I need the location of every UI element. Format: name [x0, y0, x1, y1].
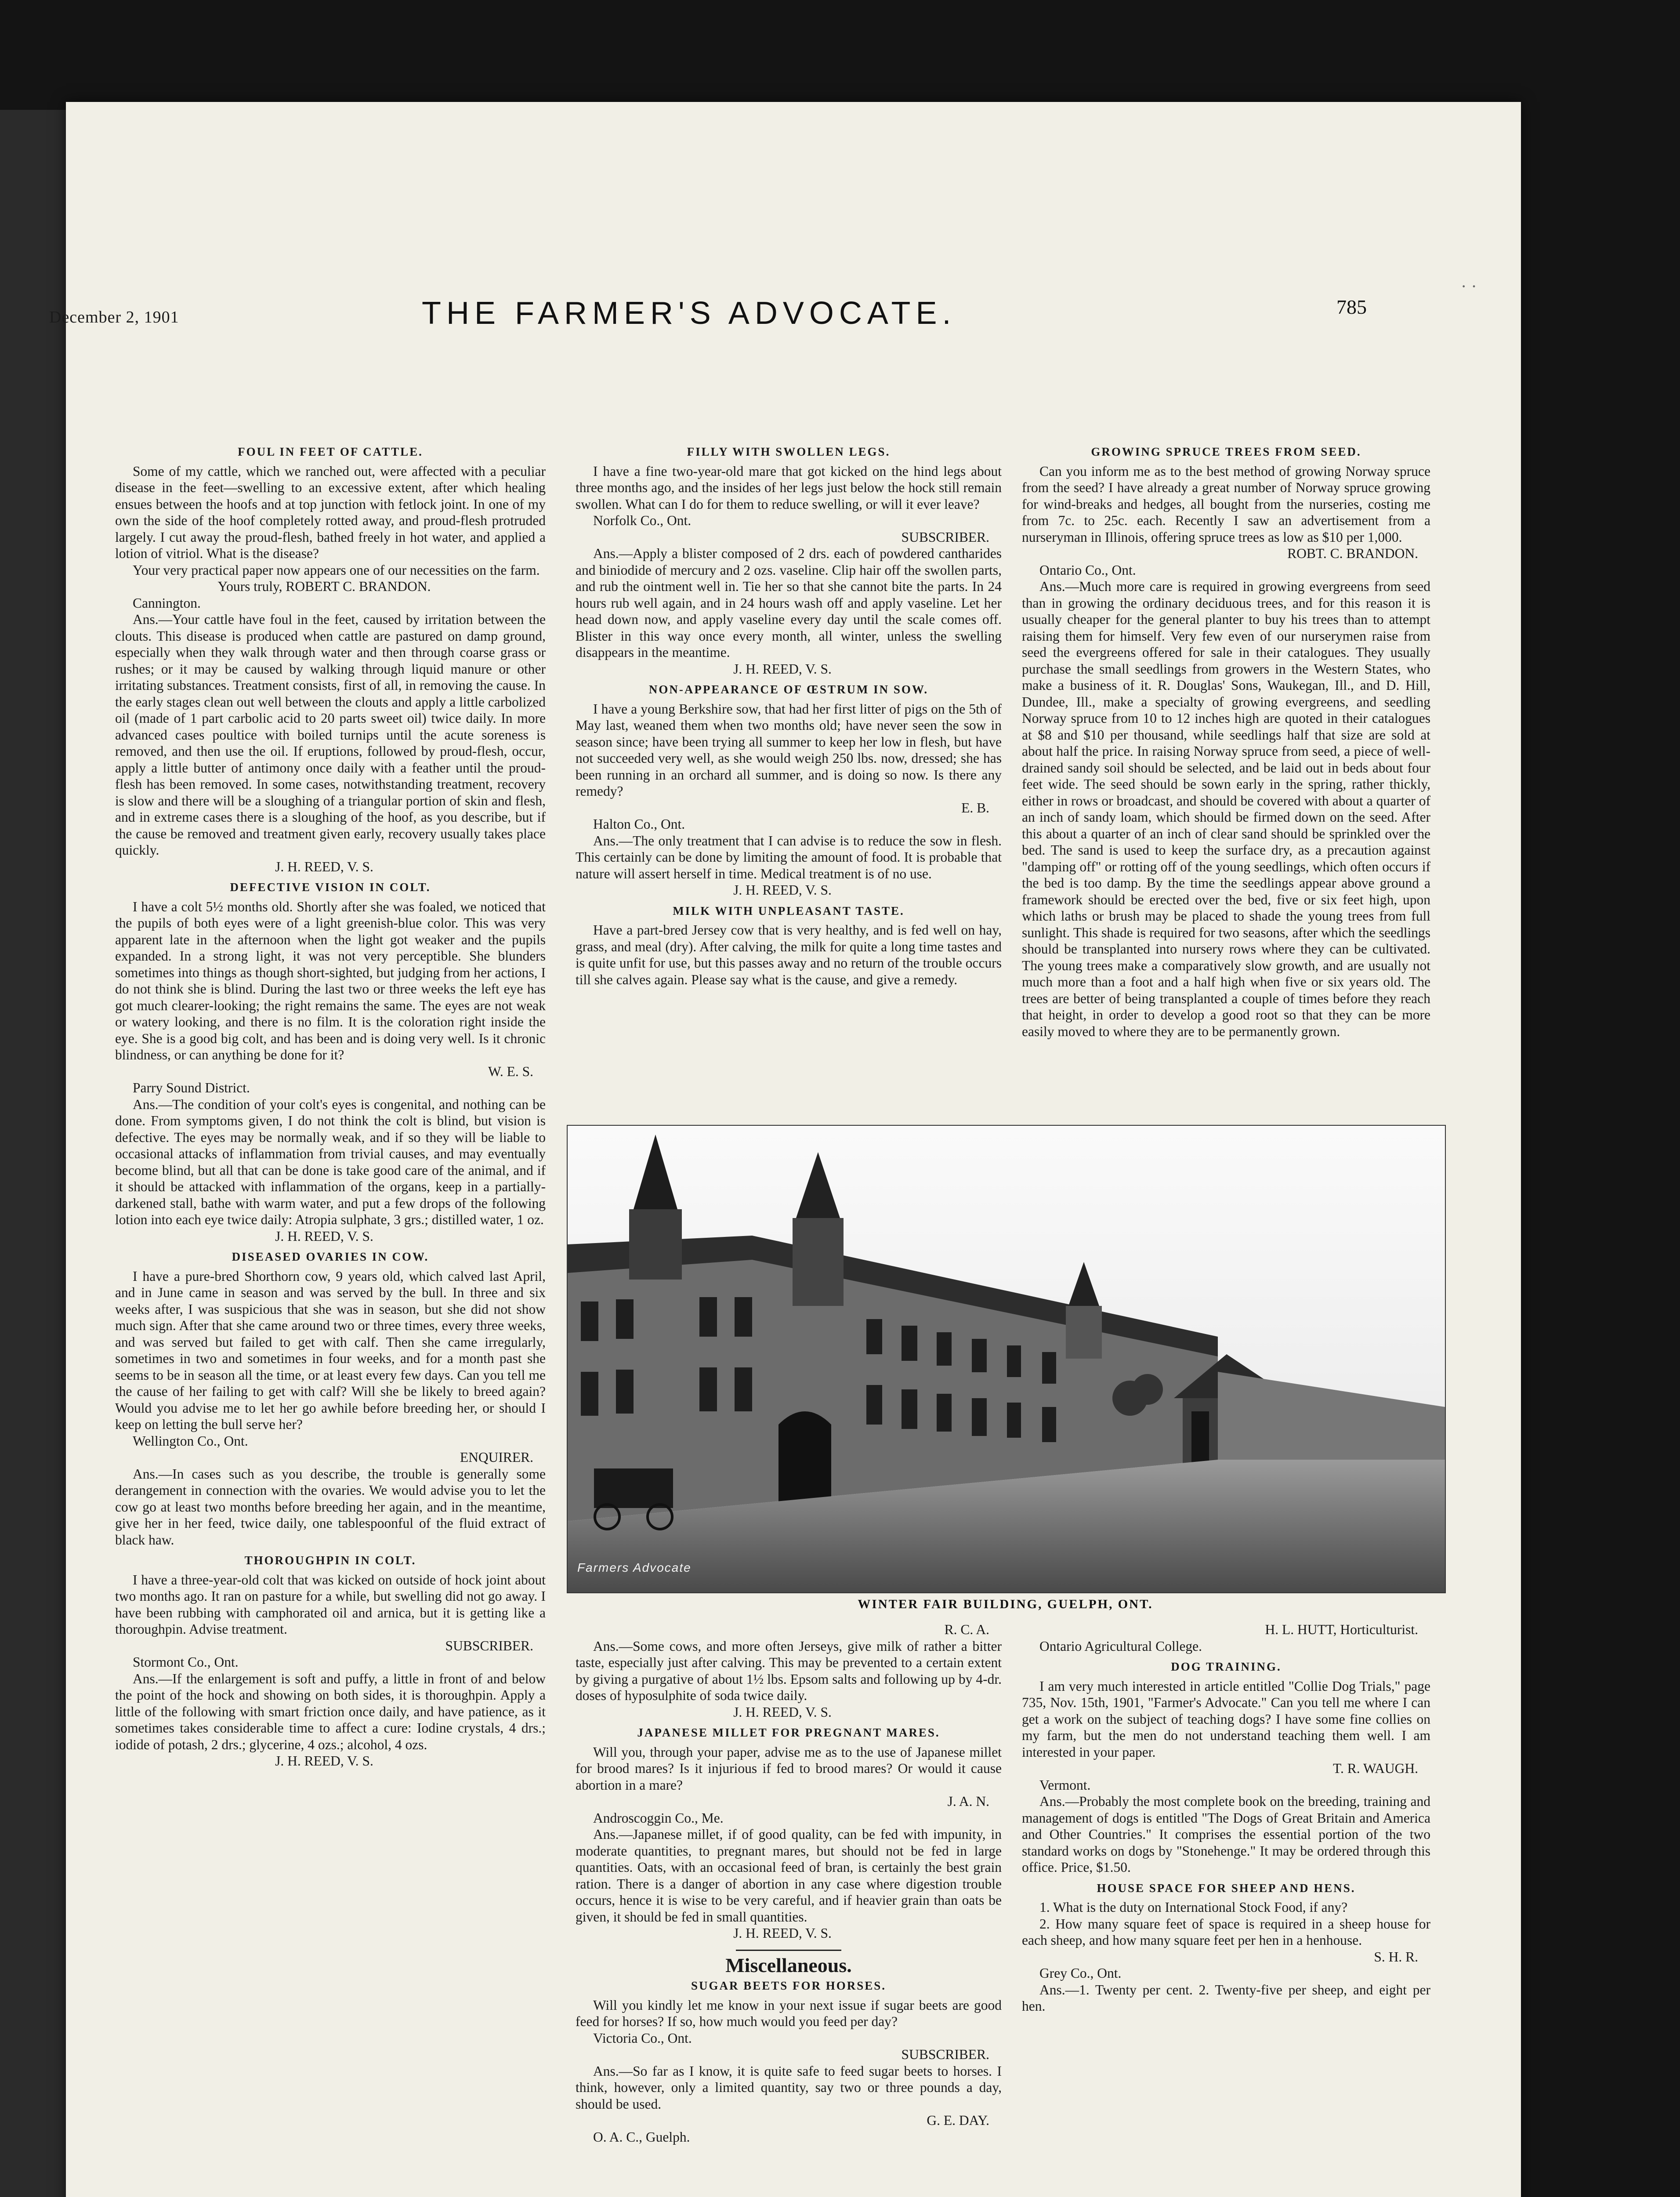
heading-foul-in-feet: FOUL IN FEET OF CATTLE.	[238, 445, 423, 458]
paragraph: I am very much interested in article entitled "Collie Dog Trials," page 735, Nov. 15th, 1901, "Farmer's Advocate." Can you tell me where I can get a work on the subject of teaching dogs? I have some fine collies on my farm, but the men do not understand teaching them well. I am interested in your paper.	[1022, 1678, 1430, 1760]
paragraph: Ans.—Much more care is required in growing evergreens from seed than in growing the ordinary deciduous trees, and for this reason it is usually cheaper for the general planter to buy his trees than to attempt raising them for himself. Very few even of our nurserymen raise from seed the evergreens offered for sale in their catalogues. They usually purchase the small seedlings from growers in the Western States, who make a business of it. R. Douglas' Sons, Waukegan, Ill., and D. Hill, Dundee, Ill., make a specialty of growing evergreens, and seedling Norway spruce from 10 to 12 inches high are quoted in their catalogues at $8 and $10 per thousand, while seedlings half that size are sold at about half the price. In raising Norway spruce from seed, a piece of well-drained sandy soil should be selected, and be laid out in beds about four feet wide. The seed should be sown early in the spring, rather thickly, either in rows or broadcast, and should be covered with about a quarter of an inch of sandy loam, which should be firmed down on the seed. After this about a quarter of an inch of clear sand should be sprinkled over the bed. The sand is used to keep the surface dry, as a precaution against "damping off" or rotting off of the young seedlings, which often occurs if the bed is too damp. By the time the seedlings appear above ground a framework should be erected over the bed, five or six feet high, upon which laths or brush may be placed to shade the young trees from full sunlight. This shade is required for two seasons, after which the seedlings should be transplanted into nursery rows where they can be cultivated. The young trees make a comparatively slow growth, and are usually not much more than a foot and a half high when five or six years old. The trees are better of being transplanted a couple of times before they reach that height, in order to develop a good root so that they can be more easily moved to where they are to be permanently grown.	[1022, 579, 1430, 1039]
location: Androscoggin Co., Me.	[593, 1810, 724, 1826]
heading-defective-vision: DEFECTIVE VISION IN COLT.	[230, 881, 431, 894]
signature: G. E. DAY.	[927, 2113, 989, 2128]
heading-dog-training: DOG TRAINING.	[1171, 1660, 1282, 1673]
paragraph: Ans.—The condition of your colt's eyes is congenital, and nothing can be done. From symptoms given, I do not think the colt is blind, but vision is defective. The eyes may be normally weak, and if so they will be liable to occasional attacks of inflammation from trivial causes, and may eventually become blind, but all that can be done is take good care of the animal, and if it should be attacked with inflammation of the organs, keep in a partially-darkened stall, bathe with warm water, and put a few drops of the following lotion into each eye twice daily: Atropia sulphate, 3 grs.; distilled water, 1 oz.	[115, 1096, 546, 1227]
location: Parry Sound District.	[133, 1080, 250, 1095]
heading-milk-taste: MILK WITH UNPLEASANT TASTE.	[673, 904, 905, 917]
column-3-bottom	[1022, 1621, 1430, 2015]
paragraph: Ans.—In cases such as you describe, the trouble is generally some derangement in connection with the ovaries. We would advise you to let the cow go at least two months before breeding her again, and in the meantime, give her in her feed, twice daily, one tablespoonful of the fluid extract of black haw.	[115, 1466, 546, 1548]
signature: T. R. WAUGH.	[1333, 1761, 1418, 1776]
heading-sugar-beets: SUGAR BEETS FOR HORSES.	[691, 1979, 887, 1992]
column-2-bottom	[576, 1621, 1002, 2145]
photo-credit: Farmers Advocate	[577, 1561, 692, 1574]
paragraph: Ans.—So far as I know, it is quite safe to feed sugar beets to horses. I think, however, only a limited quantity, say two or three pounds a day, should be used.	[576, 2063, 1002, 2112]
location: Wellington Co., Ont.	[133, 1433, 248, 1449]
heading-house-space: HOUSE SPACE FOR SHEEP AND HENS.	[1097, 1881, 1356, 1895]
signature: S. H. R.	[1374, 1949, 1418, 1965]
paragraph: Ans.—The only treatment that I can advise is to reduce the sow in flesh. This certainly can be done by limiting the amount of food. It is probable that nature will assert herself in time. Medical treatment is of no use.	[576, 833, 1002, 881]
newspaper-title: THE FARMER'S ADVOCATE.	[422, 296, 956, 331]
paragraph: Ans.—Japanese millet, if of good quality, can be fed with impunity, in moderate quantities, to pregnant mares, but should not be fed in large quantities. Oats, with an occasional feed of bran, is certainly the best grain ration. There is a danger of abortion in any case where digestion trouble occurs, hence it is wise to be very careful, and if heavier grain than oats be given, it should be fed in small quantities.	[576, 1827, 1002, 1925]
paragraph: Ans.—Apply a blister composed of 2 drs. each of powdered cantharides and biniodide of mercury and 2 ozs. vaseline. Clip hair off the swollen parts, and rub the ointment well in. Tie her so that she cannot bite the parts. In 24 hours rub well again, and in 24 hours wash off and apply vaseline. Let her head down now, and apply vaseline every day until the scale comes off. Blister in this way once every month, all winter, unless the swelling disappears in the meantime.	[576, 546, 1002, 660]
section-divider	[736, 1950, 841, 1951]
signature: SUBSCRIBER.	[901, 2047, 989, 2062]
section-miscellaneous: Miscellaneous.	[725, 1954, 852, 1976]
signature: SUBSCRIBER.	[901, 529, 989, 545]
signature: J. H. REED, V. S.	[733, 661, 832, 677]
book-spine	[0, 110, 66, 2197]
signature: J. H. REED, V. S.	[275, 1753, 373, 1769]
photo-caption: WINTER FAIR BUILDING, GUELPH, ONT.	[858, 1597, 1153, 1611]
issue-date: December 2, 1901	[49, 308, 179, 326]
paragraph: Ans.—If the enlargement is soft and puffy, a little in front of and below the point of the hock and showing on both sides, it is thoroughpin. Apply a little of the following with smart friction once daily, and have patience, as it sometimes takes considerable time to affect a cure: Iodine crystals, 4 drs.; iodide of potash, 2 drs.; glycerine, 4 ozs.; alcohol, 4 ozs.	[115, 1671, 546, 1752]
signature: R. C. A.	[944, 1622, 989, 1637]
heading-filly-swollen-legs: FILLY WITH SWOLLEN LEGS.	[687, 445, 891, 458]
paragraph: Can you inform me as to the best method of growing Norway spruce from the seed? I have already a great number of Norway spruce growing for wind-breaks and hedges, all bought from the nurseries, costing me from 7c. to 25c. each. Recently I saw an advertisement from a nurseryman in Illinois, offering spruce trees as low as $10 per 1,000.	[1022, 463, 1430, 545]
location: Victoria Co., Ont.	[593, 2030, 692, 2046]
paragraph: Some of my cattle, which we ranched out, were affected with a peculiar disease in the feet—swelling to an excessive extent, after which healing ensues between the hoofs and at top junction with fetlock joint. In one of my own the side of the hoof completely rotted away, and proud-flesh protruded largely. I cut away the proud-flesh, bathed freely in hot water, and applied a lotion of vitriol. What is the disease?	[115, 463, 546, 561]
signature: J. H. REED, V. S.	[733, 882, 832, 898]
signature: Yours truly, ROBERT C. BRANDON.	[217, 579, 431, 594]
paragraph: 2. How many square feet of space is required in a sheep house for each sheep, and how many square feet per hen in a henhouse.	[1022, 1916, 1430, 1948]
location: Halton Co., Ont.	[593, 816, 685, 832]
signature: ENQUIRER.	[460, 1450, 533, 1465]
signature: J. H. REED, V. S.	[275, 859, 373, 874]
paragraph: Ans.—Your cattle have foul in the feet, caused by irritation between the clouts. This disease is produced when cattle are pastured on damp ground, especially when they walk through water and then through coarse grass or rushes; or it may be caused by walking through liquid manure or other irritating substances. Treatment consists, first of all, in removing the cause. In the early stages clean out well between the clouts and apply a little carbolized oil (made of 1 part carbolic acid to 20 parts sweet oil) twice daily. In more advanced cases poultice with boiled turnips until the acute soreness is removed, and then use the oil. If eruptions, followed by proud-flesh, occur, apply a little butter of antimony once daily with a feather until the proud-flesh has been removed. In some cases, notwithstanding treatment, recovery is slow and there will be a sloughing of a triangular portion of skin and flesh, and in extreme cases there is a sloughing of the hoof, as you describe, but if the cause be removed and treatment given early, recovery usually takes place quickly.	[115, 612, 546, 858]
heading-thoroughpin: THOROUGHPIN IN COLT.	[244, 1554, 416, 1567]
signature: SUBSCRIBER.	[445, 1638, 533, 1653]
location: Cannington.	[133, 595, 201, 611]
location: Ontario Co., Ont.	[1039, 562, 1136, 578]
page-number: 785	[1336, 296, 1367, 318]
heading-diseased-ovaries: DISEASED OVARIES IN COW.	[232, 1250, 429, 1263]
paragraph: Ans.—Some cows, and more often Jerseys, give milk of rather a bitter taste, especially just after calving. This may be prevented to a certain extent by giving a purgative of about 1½ lbs. Epsom salts and following up by 4-dr. doses of hyposulphite of soda twice daily.	[576, 1638, 1002, 1703]
signature: ROBT. C. BRANDON.	[1287, 546, 1418, 561]
heading-japanese-millet: JAPANESE MILLET FOR PREGNANT MARES.	[637, 1726, 940, 1739]
location: Norfolk Co., Ont.	[593, 513, 692, 528]
winter-fair-photo	[567, 1125, 1446, 1593]
signature: J. H. REED, V. S.	[733, 1704, 832, 1720]
signature: W. E. S.	[488, 1063, 533, 1079]
paragraph: I have a pure-bred Shorthorn cow, 9 years old, which calved last April, and in June came in season and was served by the bull. In three and six weeks after, I was suspicious that she was in season, but she did not show much sign. After that she came around two or three times, every three weeks, and was served but failed to get with calf. Then she came irregularly, sometimes in two and sometimes in four weeks, and for a month past she seems to be in season all the time, or at least every few days. Can you tell me the cause of her failing to get with calf? Will she be likely to breed again? Would you advise me to let her go awhile before breeding her, or should I keep on letting the bull serve her?	[115, 1268, 546, 1432]
paragraph: Ans.—Probably the most complete book on the breeding, training and management of dogs is entitled "The Dogs of Great Britain and America and Other Countries." It comprises the essential portion of the two standard works on dogs by "Stonehenge." It may be ordered through this office. Price, $1.50.	[1022, 1794, 1430, 1875]
signature: J. H. REED, V. S.	[275, 1228, 373, 1244]
location: Ontario Agricultural College.	[1039, 1638, 1202, 1654]
paragraph: Ans.—1. Twenty per cent. 2. Twenty-five per sheep, and eight per hen.	[1022, 1982, 1430, 2014]
paragraph: Will you kindly let me know in your next issue if sugar beets are good feed for horses? If so, how much would you feed per day?	[576, 1997, 1002, 2029]
location: Stormont Co., Ont.	[133, 1654, 239, 1670]
paragraph: I have a three-year-old colt that was kicked on outside of hock joint about two months ago. It ran on pasture for a while, but swelling did not go away. I have been rubbing with camphorated oil and arnica, but it is getting like a thoroughpin. Advise treatment.	[115, 1572, 546, 1637]
heading-oestrum-sow: NON-APPEARANCE OF ŒSTRUM IN SOW.	[648, 683, 929, 696]
column-1	[115, 439, 546, 1769]
paragraph: Have a part-bred Jersey cow that is very healthy, and is fed well on hay, grass, and meal (dry). After calving, the milk for quite a long time tastes and is quite unfit for use, but this passes away and no return of the trouble occurs till she calves again. Please say what is the cause, and give a remedy.	[576, 922, 1002, 987]
paragraph: Will you, through your paper, advise me as to the use of Japanese millet for brood mares? Is it injurious if fed to brood mares? Or would it cause abortion in a mare?	[576, 1744, 1002, 1793]
location: O. A. C., Guelph.	[593, 2129, 690, 2145]
paragraph: I have a colt 5½ months old. Shortly after she was foaled, we noticed that the pupils of both eyes were of a light greenish-blue color. This was very apparent late in the afternoon when the light got weaker and the pupils expanded. In a strong light, it was not very perceptible. She blunders sometimes into things as though short-sighted, but judging from her actions, I do not think she is blind. During the last two or three weeks the left eye has got much clearer-looking; the right remains the same. The eyes are not weak or watery looking, and there is no film. It is the coloration right inside the eye. She is a good big colt, and has been and is doing very well. Is it chronic blindness, or can anything be done for it?	[115, 899, 546, 1062]
location: Vermont.	[1039, 1777, 1091, 1793]
column-2-top	[576, 439, 1002, 988]
paragraph: Your very practical paper now appears one of our necessities on the farm.	[133, 562, 540, 578]
paragraph: I have a young Berkshire sow, that had her first litter of pigs on the 5th of May last, weaned them when two months old; have never seen the sow in season since; have been trying all summer to keep her low in flesh, but have not succeeded very well, as she would weigh 250 lbs. now, dressed; she has been running in an orchard all summer, and is doing so now. Is there any remedy?	[576, 701, 1002, 799]
column-3-top	[1022, 439, 1430, 1039]
building-illustration	[568, 1126, 1445, 1592]
signature: J. H. REED, V. S.	[733, 1925, 832, 1941]
signature: E. B.	[961, 800, 989, 816]
paragraph: 1. What is the duty on International Stock Food, if any?	[1039, 1900, 1348, 1915]
signature: H. L. HUTT, Horticulturist.	[1265, 1622, 1418, 1637]
location: Grey Co., Ont.	[1039, 1965, 1122, 1981]
signature: J. A. N.	[947, 1794, 989, 1809]
heading-spruce-trees: GROWING SPRUCE TREES FROM SEED.	[1091, 445, 1361, 458]
page-mark: · ·	[1461, 276, 1477, 296]
paragraph: I have a fine two-year-old mare that got kicked on the hind legs about three months ago, and the insides of her legs just below the hock still remain swollen. What can I do for them to reduce swelling, or will it ever leave?	[576, 463, 1002, 512]
